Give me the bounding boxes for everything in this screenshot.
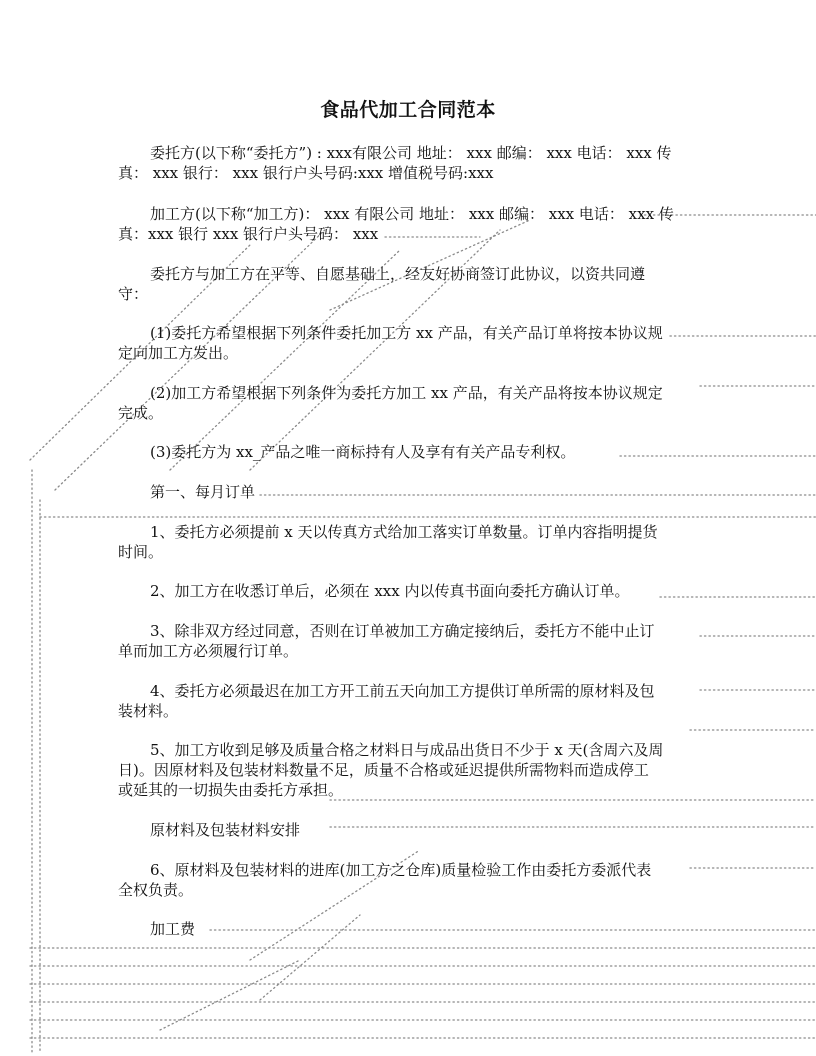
document-title: 食品代加工合同范本: [320, 99, 496, 121]
paragraph-item-1: [118, 522, 693, 562]
paragraph-line: 4、委托方必须最迟在加工方开工前五天向加工方提供订单所需的原材料及包: [150, 682, 655, 700]
paragraph-processor: [118, 204, 693, 244]
paragraph-line: 真：xxx 银行 xxx 银行户头号码： xxx: [118, 225, 379, 243]
paragraph-clause-1: [118, 323, 693, 363]
paragraph-agreement: [118, 264, 693, 304]
paragraph-item-4: [118, 681, 693, 721]
paragraph-clause-3: [118, 442, 693, 462]
paragraph-item-6: [118, 860, 693, 900]
paragraph-line: 装材料。: [118, 702, 179, 720]
paragraph-consignor: [118, 143, 693, 183]
paragraph-line: 定向加工方发出。: [118, 344, 239, 362]
paragraph-line: 或延其的一切损失由委托方承担。: [118, 781, 344, 799]
paragraph-line: 加工方(以下称“加工方)： xxx 有限公司 地址： xxx 邮编： xxx 电话： xxx 传: [150, 205, 674, 223]
paragraph-line: 守：: [118, 285, 149, 303]
paragraph-line: 日)。因原材料及包装材料数量不足，质量不合格或延迟提供所需物料而造成停工: [118, 761, 649, 779]
paragraph-item-2: [118, 581, 693, 601]
paragraph-line: 2、加工方在收悉订单后，必须在 xxx 内以传真书面向委托方确认订单。: [150, 582, 630, 600]
paragraph-item-5: [118, 740, 693, 800]
section-heading-materials: [118, 820, 693, 840]
paragraph-clause-2: [118, 383, 693, 423]
paragraph-line: 3、除非双方经过同意，否则在订单被加工方确定接纳后，委托方不能中止订: [150, 622, 655, 640]
paragraph-line: 真： xxx 银行： xxx 银行户头号码:xxx 增值税号码:xxx: [118, 164, 494, 182]
section-heading: 原材料及包装材料安排: [150, 821, 301, 839]
paragraph-line: 1、委托方必须提前 x 天以传真方式给加工落实订单数量。订单内容指明提货: [150, 523, 658, 541]
paragraph-line: 单而加工方必须履行订单。: [118, 642, 299, 660]
paragraph-line: 委托方与加工方在平等、自愿基础上，经友好协商签订此协议，以资共同遵: [150, 265, 646, 283]
paragraph-line: (1)委托方希望根据下列条件委托加工方 xx 产品，有关产品订单将按本协议规: [150, 324, 663, 342]
paragraph-line: (2)加工方希望根据下列条件为委托方加工 xx 产品，有关产品将按本协议规定: [150, 384, 663, 402]
section-heading: 第一、每月订单: [150, 483, 256, 501]
section-heading-processing-fee: [118, 919, 693, 939]
paragraph-line: (3)委托方为 xx_产品之唯一商标持有人及享有有关产品专利权。: [150, 443, 576, 461]
paragraph-line: 完成。: [118, 404, 164, 422]
paragraph-line: 6、原材料及包装材料的进库(加工方之仓库)质量检验工作由委托方委派代表: [150, 861, 652, 879]
paragraph-line: 委托方(以下称“委托方”) : xxx有限公司 地址： xxx 邮编： xxx 电话： xxx 传: [150, 144, 672, 162]
section-heading: 加工费: [150, 920, 196, 938]
paragraph-item-3: [118, 621, 693, 661]
paragraph-line: 5、加工方收到足够及质量合格之材料日与成品出货日不少于 x 天(含周六及周: [150, 741, 664, 759]
paragraph-line: 全权负责。: [118, 881, 194, 899]
paragraph-line: 时间。: [118, 543, 164, 561]
section-heading-monthly-orders: [118, 482, 693, 502]
